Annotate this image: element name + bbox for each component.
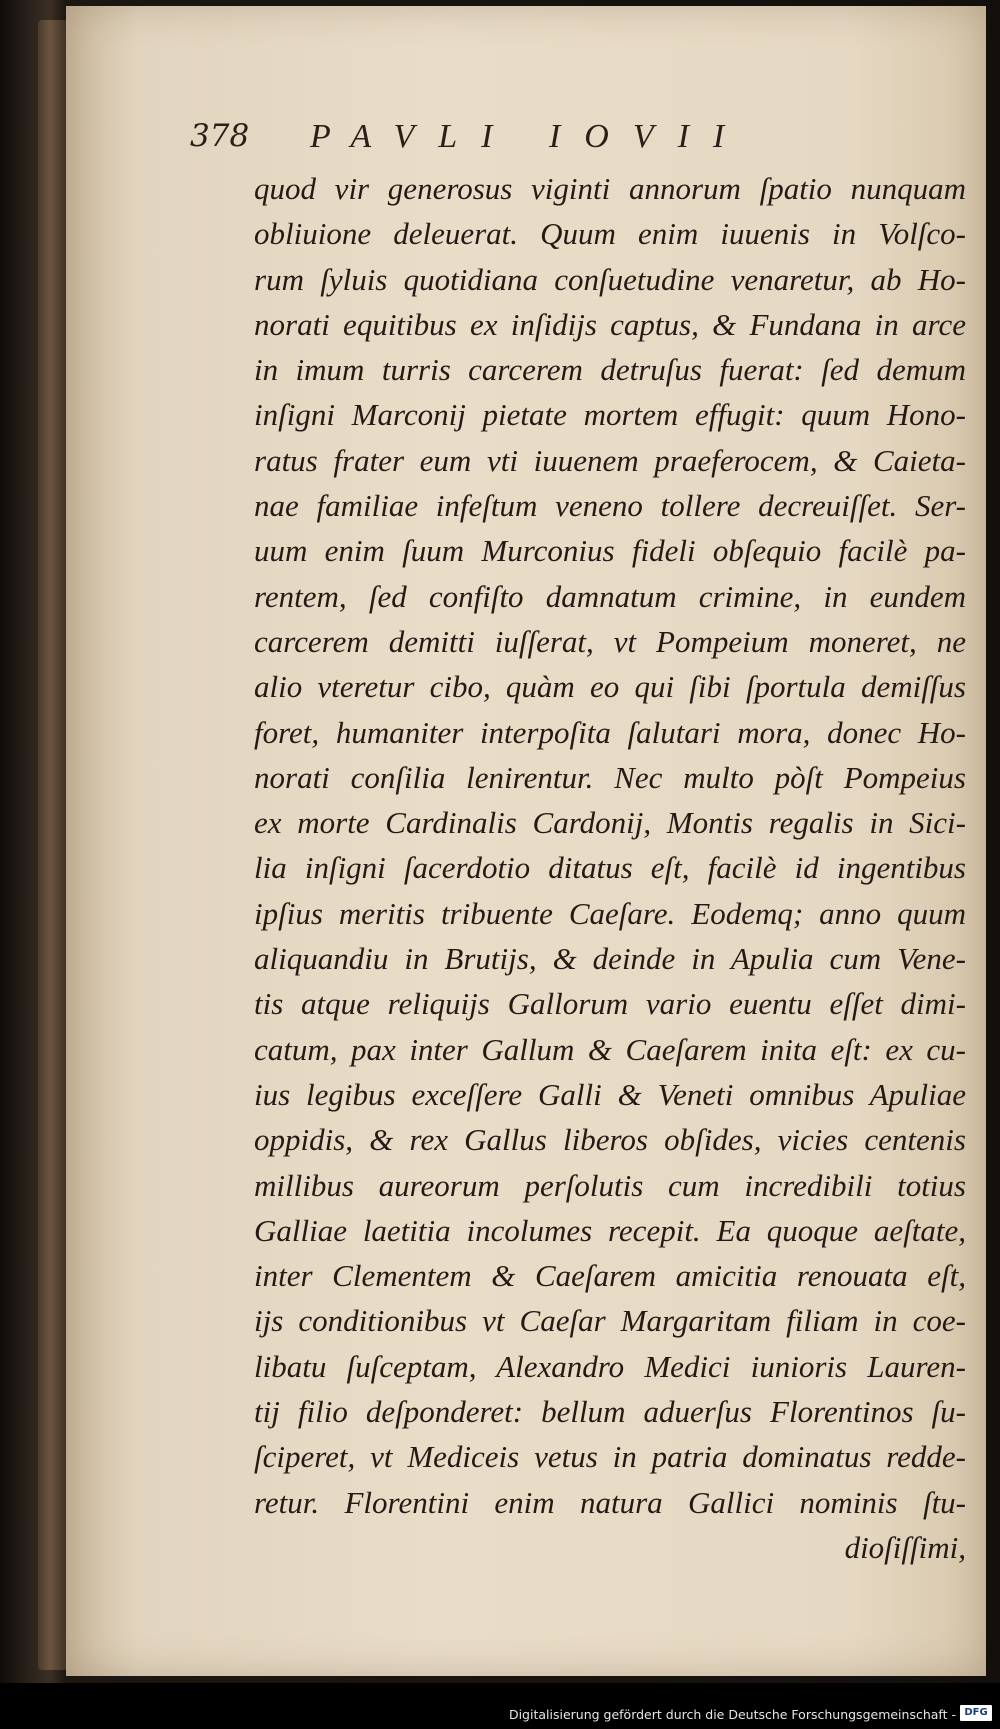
text-line: norati conſilia lenirentur. Nec multo pòſt Pompeius (254, 759, 966, 795)
text-line: ſciperet, vt Mediceis vetus in patria dominatus redde- (254, 1439, 966, 1475)
text-line: oppidis, & rex Gallus liberos obſides, vicies centenis (254, 1122, 966, 1158)
text-line: catum, pax inter Gallum & Caeſarem inita eſt: ex cu- (254, 1031, 966, 1067)
text-line: ius legibus exceſſere Galli & Veneti omnibus Apuliae (254, 1076, 966, 1112)
text-line: in imum turris carcerem detruſus fuerat: ſed demum (254, 352, 966, 388)
text-line: dioſiſſimi, (844, 1529, 966, 1565)
text-line: millibus aureorum perſolutis cum incredibili totius (254, 1167, 966, 1203)
page-number: 378 (190, 118, 250, 154)
text-line: quod vir generosus viginti annorum ſpatio nunquam (254, 171, 966, 206)
footer-bar (0, 1683, 1000, 1729)
text-line: Galliae laetitia incolumes recepit. Ea quoque aeſtate, (254, 1212, 966, 1248)
text-line: tij filio deſponderet: bellum aduerſus Florentinos ſu- (254, 1394, 966, 1430)
text-line: libatu ſuſceptam, Alexandro Medici iunioris Lauren- (254, 1348, 966, 1384)
text-line: inſigni Marconij pietate mortem effugit: quum Hono- (254, 397, 966, 433)
page-header (190, 118, 890, 158)
text-line: retur. Florentini enim natura Gallici nominis ſtu- (254, 1484, 966, 1520)
dfg-logo: DFG (960, 1705, 992, 1721)
text-line: foret, humaniter interpoſita ſalutari mora, donec Ho- (254, 714, 966, 750)
text-line: ipſius meritis tribuente Caeſare. Eodemq; anno quum (254, 895, 966, 931)
text-line: ex morte Cardinalis Cardonij, Montis regalis in Sici- (254, 805, 966, 841)
text-line: rentem, ſed confiſto damnatum crimine, in eundem (254, 578, 966, 614)
text-line: uum enim ſuum Murconius fideli obſequio facilè pa- (254, 533, 966, 569)
running-head: PAVLI IOVII (310, 118, 749, 155)
funding-note: Digitalisierung gefördert durch die Deutsche Forschungsgemeinschaft - (508, 1707, 956, 1722)
text-line: norati equitibus ex inſidijs captus, & Fundana in arce (254, 306, 966, 342)
text-line: carcerem demitti iuſſerat, vt Pompeium moneret, ne (254, 623, 966, 659)
text-line: ijs conditionibus vt Caeſar Margaritam filiam in coe- (254, 1303, 966, 1339)
text-line: ratus frater eum vti iuuenem praeferocem, & Caieta- (254, 442, 966, 478)
text-line: tis atque reliquijs Gallorum vario euentu eſſet dimi- (254, 986, 966, 1022)
book-spine-edge (38, 20, 68, 1670)
text-line: lia inſigni ſacerdotio ditatus eſt, facilè id ingentibus (254, 850, 966, 886)
text-line: alio vteretur cibo, quàm eo qui ſibi ſportula demiſſus (254, 669, 966, 705)
body-text (254, 166, 966, 1570)
text-line: nae familiae infeſtum veneno tollere decreuiſſet. Ser- (254, 488, 966, 524)
text-line: aliquandiu in Brutijs, & deinde in Apulia cum Vene- (254, 941, 966, 977)
text-line: inter Clementem & Caeſarem amicitia renouata eſt, (254, 1258, 966, 1294)
text-line: obliuione deleuerat. Quum enim iuuenis in Volſco- (254, 216, 966, 252)
text-line: rum ſyluis quotidiana conſuetudine venaretur, ab Ho- (254, 261, 966, 297)
